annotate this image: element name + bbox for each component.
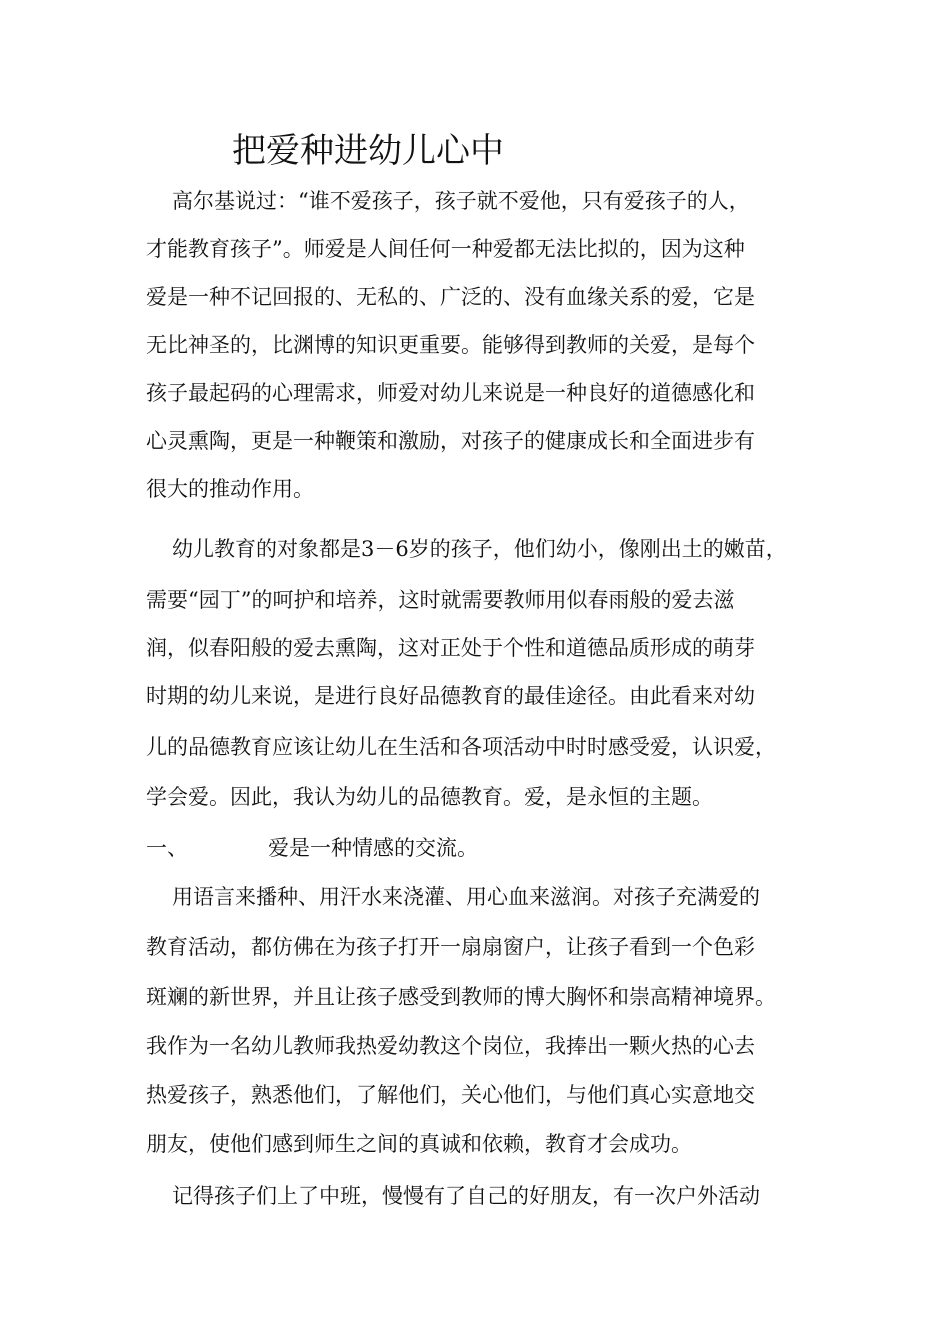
paragraph-3-line: 教育活动，都仿佛在为孩子打开一扇扇窗户，让孩子看到一个色彩 [146,935,755,959]
document-title: 把爱种进幼儿心中 [232,131,504,171]
paragraph-2-line: 幼儿教育的对象都是3－6岁的孩子，他们幼小，像刚出土的嫩苗， [172,537,787,561]
section-heading: 爱是一种情感的交流。 [268,836,478,860]
paragraph-1-line: 无比神圣的，比渊博的知识更重要。能够得到教师的关爱，是每个 [146,333,755,357]
paragraph-1-line: 爱是一种不记回报的、无私的、广泛的、没有血缘关系的爱，它是 [146,285,755,309]
paragraph-2-line: 学会爱。因此，我认为幼儿的品德教育。爱，是永恒的主题。 [146,785,713,809]
paragraph-3-line: 斑斓的新世界，并且让孩子感受到教师的博大胸怀和崇高精神境界。 [146,985,776,1009]
paragraph-1-line: 高尔基说过：“谁不爱孩子，孩子就不爱他，只有爱孩子的人， [172,189,750,213]
paragraph-1-line: 才能教育孩子”。师爱是人间任何一种爱都无法比拟的，因为这种 [146,237,745,261]
paragraph-2-line: 需要“园丁”的呵护和培养，这时就需要教师用似春雨般的爱去滋 [146,588,735,612]
paragraph-3-line: 我作为一名幼儿教师我热爱幼教这个岗位，我捧出一颗火热的心去 [146,1034,755,1058]
section-number: 一、 [146,836,188,860]
paragraph-3-line: 用语言来播种、用汗水来浇灌、用心血来滋润。对孩子充满爱的 [172,885,760,909]
paragraph-1-line: 孩子最起码的心理需求，师爱对幼儿来说是一种良好的道德感化和 [146,381,755,405]
paragraph-1-line: 很大的推动作用。 [146,477,314,501]
paragraph-3-line: 朋友，使他们感到师生之间的真诚和依赖，教育才会成功。 [146,1132,692,1156]
paragraph-4-line: 记得孩子们上了中班，慢慢有了自己的好朋友，有一次户外活动 [172,1184,760,1208]
paragraph-2-line: 润，似春阳般的爱去熏陶，这对正处于个性和道德品质形成的萌芽 [146,636,755,660]
paragraph-2-line: 儿的品德教育应该让幼儿在生活和各项活动中时时感受爱，认识爱， [146,735,776,759]
paragraph-2-line: 时期的幼儿来说，是进行良好品德教育的最佳途径。由此看来对幼 [146,684,755,708]
paragraph-3-line: 热爱孩子，熟悉他们，了解他们，关心他们，与他们真心实意地交 [146,1083,755,1107]
paragraph-1-line: 心灵熏陶，更是一种鞭策和激励，对孩子的健康成长和全面进步有 [146,429,755,453]
